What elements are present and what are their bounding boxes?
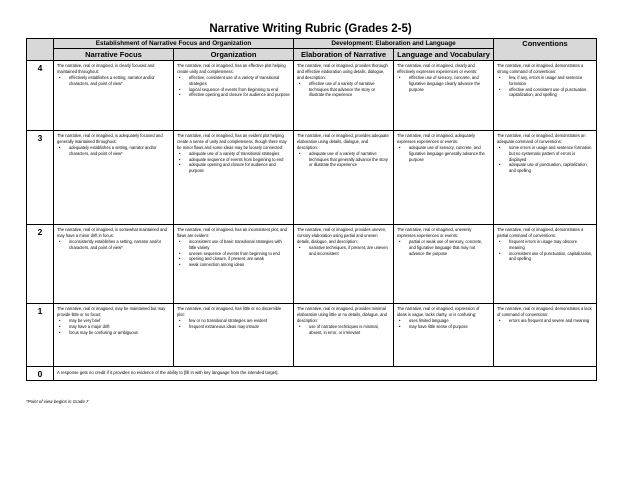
criterion-bullet: • narrative techniques, if present, are uneven and inconsistent: [297, 245, 390, 257]
rubric-cell-language-vocabulary: [394, 131, 494, 225]
score-header: [27, 39, 54, 61]
criterion-bullet: • logical sequence of events from beginning to end: [177, 87, 290, 93]
criterion-bullet: • adequately establishes a setting, narrator and/or characters, and point of view*: [57, 145, 170, 157]
rubric-cell-language-vocabulary: [394, 304, 494, 367]
rubric-cell-elaboration: [294, 225, 394, 304]
criterion-bullet: • errors are frequent and severe and meaning: [497, 318, 593, 324]
zero-score-description: A response gets no credit if it provides no evidence of the ability to [fill in with key language from the intended target].: [54, 367, 597, 381]
criterion-description: The narrative, real or imagined, demonstrates an adequate command of conventions:: [497, 133, 586, 145]
column-header-organization: Organization: [174, 49, 294, 61]
criterion-description: The narrative, real or imagined, demonstrates a lack of command of conventions:: [497, 306, 592, 318]
criterion-bullet: • use of narrative techniques is minimal, absent, in error, or irrelevant: [297, 324, 390, 336]
column-header-language-vocabulary: Language and Vocabulary: [394, 49, 494, 61]
score-value: 3: [27, 131, 54, 225]
page-title: Narrative Writing Rubric (Grades 2-5): [209, 23, 412, 35]
rubric-cell-narrative-focus: [54, 61, 174, 131]
footnote: *Point of view begins in Grade 7: [26, 399, 89, 404]
criterion-bullet: • partial or weak use of sensory, concrete, and figurative language that may not advance the purpose: [397, 239, 490, 256]
rubric-cell-conventions: [494, 131, 597, 225]
rubric-cell-narrative-focus: [54, 225, 174, 304]
group-header-focus-organization: Establishment of Narrative Focus and Organization: [54, 39, 294, 49]
criterion-bullet: • adequate use of sensory, concrete, and figurative language generally advance the purpose: [397, 145, 490, 162]
criterion-description: The narrative, real or imagined, unevenly expresses experiences or events:: [397, 227, 472, 239]
criterion-bullet: • effective, consistent use of a variety of transitional strategies: [177, 75, 290, 87]
rubric-cell-organization: [174, 304, 294, 367]
criterion-bullet: • focus may be confusing or ambiguous: [57, 330, 170, 336]
criterion-description: The narrative, real or imagined, adequately expresses experiences or events:: [397, 133, 476, 145]
group-header-row: [27, 39, 597, 49]
criterion-description: The narrative, real or imagined, is somewhat maintained and may have a minor drift in focus:: [57, 227, 167, 239]
criterion-description: The narrative, real or imagined, is clearly focused and maintained throughout:: [57, 63, 155, 75]
column-header-narrative-focus: Narrative Focus: [54, 49, 174, 61]
rubric-cell-narrative-focus: [54, 304, 174, 367]
criterion-description: The narrative, real or imagined, has an evident plot helping create a sense of unity and completeness, though there may be minor flaws and some ideas may be loosely connected:: [177, 133, 287, 150]
zero-score-row: [27, 367, 597, 381]
criterion-bullet: • effectively establishes a setting, narrator and/or characters, and point of view*: [57, 75, 170, 87]
criterion-bullet: • effective use of sensory, concrete, and figurative language clearly advance the purpose: [397, 75, 490, 92]
rubric-cell-elaboration: [294, 304, 394, 367]
criterion-description: The narrative, real or imagined, has an inconsistent plot, and flaws are evident:: [177, 227, 287, 239]
criterion-bullet: • effective opening and closure for audience and purpose: [177, 92, 290, 98]
criterion-description: The narrative, real or imagined, provides thorough and effective elaboration using details, dialogue, and description:: [297, 63, 388, 80]
group-header-development: Development: Elaboration and Language: [294, 39, 494, 49]
rubric-cell-organization: [174, 61, 294, 131]
rubric-cell-elaboration: [294, 131, 394, 225]
criterion-bullet: • frequent errors in usage may obscure meaning: [497, 239, 593, 251]
rubric-cell-conventions: [494, 61, 597, 131]
criterion-bullet: • few, if any, errors in usage and sentence formation: [497, 75, 593, 87]
criterion-bullet: • opening and closure, if present, are weak: [177, 256, 290, 262]
rubric-cell-language-vocabulary: [394, 225, 494, 304]
rubric-cell-conventions: [494, 304, 597, 367]
rubric-cell-narrative-focus: [54, 131, 174, 225]
rubric-cell-conventions: [494, 225, 597, 304]
score-value: 1: [27, 304, 54, 367]
score-row: [27, 304, 597, 367]
criterion-bullet: • few or no transitional strategies are evident: [177, 318, 290, 324]
column-header-elaboration: Elaboration of Narrative: [294, 49, 394, 61]
criterion-bullet: • weak connection among ideas: [177, 262, 290, 268]
criterion-description: The narrative, real or imagined, may be maintained but may provide little or no focus:: [57, 306, 166, 318]
criterion-bullet: • inconsistent use of punctuation, capitalization, and spelling: [497, 251, 593, 263]
criterion-bullet: • inconsistently establishes a setting, narrator and/or characters, and point of view*: [57, 239, 170, 251]
criterion-description: The narrative, real or imagined, clearly and effectively expresses experiences or events:: [397, 63, 478, 75]
criterion-bullet: • may have a major drift: [57, 324, 170, 330]
criterion-description: The narrative, real or imagined, provides uneven, cursory elaboration using partial and uneven details, dialogue, and description:: [297, 227, 387, 244]
criterion-description: The narrative, real or imagined, is adequately focused and generally maintained throughout:: [57, 133, 163, 145]
rubric-cell-organization: [174, 131, 294, 225]
criterion-description: The narrative, real or imagined, demonstrates a strong command of conventions:: [497, 63, 584, 75]
criterion-bullet: • uses limited language: [397, 318, 490, 324]
criterion-description: The narrative, real or imagined, has little or no discernible plot:: [177, 306, 282, 318]
criterion-bullet: • some errors in usage and sentence formation but no systematic pattern of errors is displayed: [497, 145, 593, 162]
rubric-body: [27, 61, 597, 381]
criterion-bullet: • adequate use of a variety of narrative techniques that generally advance the story or illustrate the experience: [297, 151, 390, 168]
score-row: [27, 131, 597, 225]
criterion-description: The narrative, real or imagined, demonstrates a partial command of conventions:: [497, 227, 584, 239]
criterion-bullet: • may have little sense of purpose: [397, 324, 490, 330]
criterion-description: The narrative, real or imagined, provides adequate elaboration using details, dialogue, and description:: [297, 133, 389, 150]
criterion-bullet: • adequate use of punctuation, capitalization, and spelling: [497, 162, 593, 174]
score-row: [27, 61, 597, 131]
criterion-description: The narrative, real or imagined, expression of ideas is vague, lacks clarity, or is confusing:: [397, 306, 480, 318]
score-value: 2: [27, 225, 54, 304]
criterion-bullet: • uneven sequence of events from beginning to end: [177, 251, 290, 257]
rubric-cell-elaboration: [294, 61, 394, 131]
score-row: [27, 225, 597, 304]
rubric-cell-language-vocabulary: [394, 61, 494, 131]
criterion-bullet: • frequent extraneous ideas may intrude: [177, 324, 290, 330]
criterion-description: The narrative, real or imagined, has an effective plot helping create unity and completeness:: [177, 63, 286, 75]
criterion-bullet: • adequate use of a variety of transitional strategies: [177, 151, 290, 157]
criterion-bullet: • may be very brief: [57, 318, 170, 324]
criterion-bullet: • adequate sequence of events from beginning to end: [177, 157, 290, 163]
score-value-zero: 0: [27, 367, 54, 381]
rubric-table: [26, 38, 597, 381]
score-value: 4: [27, 61, 54, 131]
criterion-bullet: • effective use of a variety of narrative techniques that advance the story or illustrate the experience: [297, 81, 390, 98]
criterion-bullet: • effective and consistent use of punctuation, capitalization, and spelling: [497, 87, 593, 99]
criterion-description: The narrative, real or imagined, provides minimal elaboration using little or no details, dialogue, and description:: [297, 306, 387, 323]
criterion-bullet: • adequate opening and closure for audience and purpose: [177, 162, 290, 174]
column-header-conventions: Conventions: [494, 39, 597, 61]
criterion-bullet: • inconsistent use of basic transitional strategies with little variety: [177, 239, 290, 251]
rubric-cell-organization: [174, 225, 294, 304]
